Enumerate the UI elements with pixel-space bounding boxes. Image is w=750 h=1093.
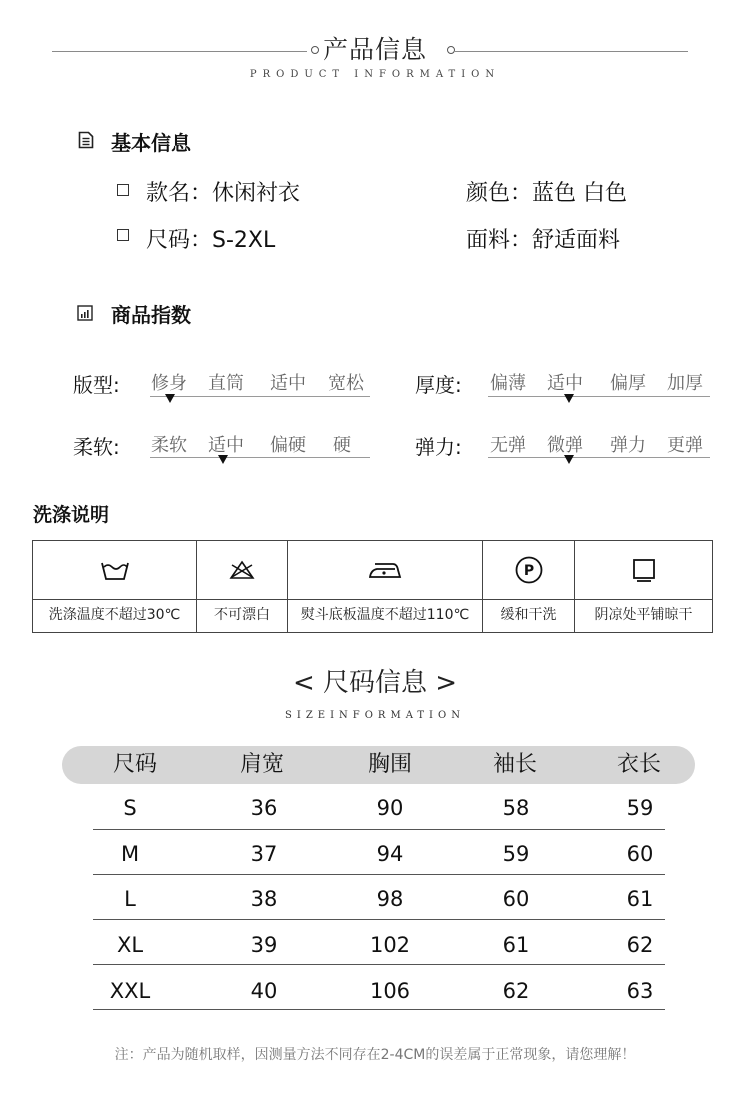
dry-flat-icon xyxy=(631,557,657,583)
wash-text: 缓和干洗 xyxy=(500,607,557,623)
size-cell: 61 xyxy=(626,887,654,911)
size-cell: M xyxy=(120,842,140,866)
fabric-info: 面料：舒适面料 xyxy=(466,228,621,253)
size-cell: 36 xyxy=(250,796,278,820)
wash-cell-dry-flat xyxy=(575,541,712,632)
thickness-option: 偏薄 xyxy=(490,373,526,394)
softness-selected-marker xyxy=(218,455,228,464)
fit-option: 修身 xyxy=(151,373,187,394)
wash-text: 熨斗底板温度不超过110℃ xyxy=(300,607,470,623)
size-header-cell: 袖长 xyxy=(492,752,537,777)
elasticity-scale-line xyxy=(488,457,710,458)
wash-text: 洗涤温度不超过30℃ xyxy=(48,607,181,623)
color-info: 颜色：蓝色 白色 xyxy=(466,181,627,206)
table-row-divider xyxy=(93,874,665,875)
softness-option: 偏硬 xyxy=(270,435,306,456)
softness-option: 适中 xyxy=(208,435,244,456)
wash-cell-no-bleach xyxy=(197,541,288,632)
washtub-icon xyxy=(100,559,130,581)
fit-selected-marker xyxy=(165,394,175,403)
elasticity-label: 弹力: xyxy=(415,435,462,459)
washing-table xyxy=(32,540,713,633)
size-cell: 61 xyxy=(502,933,530,957)
size-cell: L xyxy=(124,887,136,911)
size-cell: 38 xyxy=(250,887,278,911)
checkbox-icon xyxy=(117,229,129,241)
fit-option: 直筒 xyxy=(208,373,244,394)
size-cell: 62 xyxy=(502,979,530,1003)
style-name: 款名：休闲衬衣 xyxy=(146,181,301,206)
wash-cell-washtub xyxy=(33,541,197,632)
basic-info-title: 基本信息 xyxy=(111,131,191,155)
bar-chart-icon xyxy=(77,304,93,322)
size-info-title: < 尺码信息 > xyxy=(292,668,458,698)
thickness-option: 加厚 xyxy=(667,373,703,394)
page-title: 产品信息 xyxy=(322,35,427,64)
thickness-label: 厚度: xyxy=(415,373,462,397)
size-info-subtitle: SIZEINFORMATION xyxy=(285,710,465,721)
washing-title: 洗涤说明 xyxy=(33,504,110,526)
thickness-scale-line xyxy=(488,396,710,397)
size-cell: 106 xyxy=(369,979,411,1003)
elasticity-selected-marker xyxy=(564,455,574,464)
size-header-cell: 衣长 xyxy=(616,752,661,777)
thickness-option: 适中 xyxy=(547,373,583,394)
table-row-divider xyxy=(93,1009,665,1010)
size-cell: S xyxy=(123,796,137,820)
elasticity-option: 无弹 xyxy=(490,435,526,456)
size-cell: 63 xyxy=(626,979,654,1003)
size-header-cell: 肩宽 xyxy=(239,752,284,777)
checkbox-icon xyxy=(117,184,129,196)
size-cell: XL xyxy=(116,933,144,957)
document-icon xyxy=(78,131,94,149)
size-cell: 58 xyxy=(502,796,530,820)
index-title: 商品指数 xyxy=(111,303,191,327)
size-table-header xyxy=(62,746,695,784)
softness-label: 柔软: xyxy=(73,435,120,459)
size-cell: 59 xyxy=(626,796,654,820)
wash-cell-iron xyxy=(288,541,483,632)
softness-option: 硬 xyxy=(333,435,351,456)
elasticity-option: 微弹 xyxy=(547,435,583,456)
wash-text: 阴凉处平铺晾干 xyxy=(594,607,693,623)
table-row-divider xyxy=(93,829,665,830)
size-range: 尺码：S-2XL xyxy=(146,228,276,253)
dry-clean-p-icon xyxy=(514,555,544,585)
measurement-note: 注：产品为随机取样，因测量方法不同存在2-4CM的误差属于正常现象，请您理解！ xyxy=(114,1047,636,1063)
size-cell: 39 xyxy=(250,933,278,957)
size-header-cell: 尺码 xyxy=(112,752,157,777)
thickness-option: 偏厚 xyxy=(610,373,646,394)
fit-label: 版型: xyxy=(73,373,120,397)
table-row-divider xyxy=(93,919,665,920)
fit-option: 适中 xyxy=(270,373,306,394)
size-cell: 40 xyxy=(250,979,278,1003)
size-cell: 94 xyxy=(376,842,404,866)
elasticity-option: 弹力 xyxy=(610,435,646,456)
softness-option: 柔软 xyxy=(151,435,187,456)
size-cell: 62 xyxy=(626,933,654,957)
size-cell: 98 xyxy=(376,887,404,911)
elasticity-option: 更弹 xyxy=(667,435,703,456)
softness-scale-line xyxy=(150,457,370,458)
size-cell: 60 xyxy=(502,887,530,911)
wash-text: 不可漂白 xyxy=(214,607,270,623)
wash-cell-dry-clean xyxy=(483,541,575,632)
no-bleach-icon xyxy=(228,559,256,581)
thickness-selected-marker xyxy=(564,394,574,403)
iron-icon xyxy=(367,560,403,580)
table-row-divider xyxy=(93,964,665,965)
fit-option: 宽松 xyxy=(328,373,364,394)
dry-clean-letter: P xyxy=(523,563,534,579)
size-cell: 60 xyxy=(626,842,654,866)
size-cell: 59 xyxy=(502,842,530,866)
size-cell: 102 xyxy=(369,933,411,957)
page-subtitle: PRODUCT INFORMATION xyxy=(249,69,501,80)
size-cell: 90 xyxy=(376,796,404,820)
size-header-cell: 胸围 xyxy=(367,752,412,777)
fit-scale-line xyxy=(150,396,370,397)
size-cell: 37 xyxy=(250,842,278,866)
size-cell: XXL xyxy=(109,979,151,1003)
